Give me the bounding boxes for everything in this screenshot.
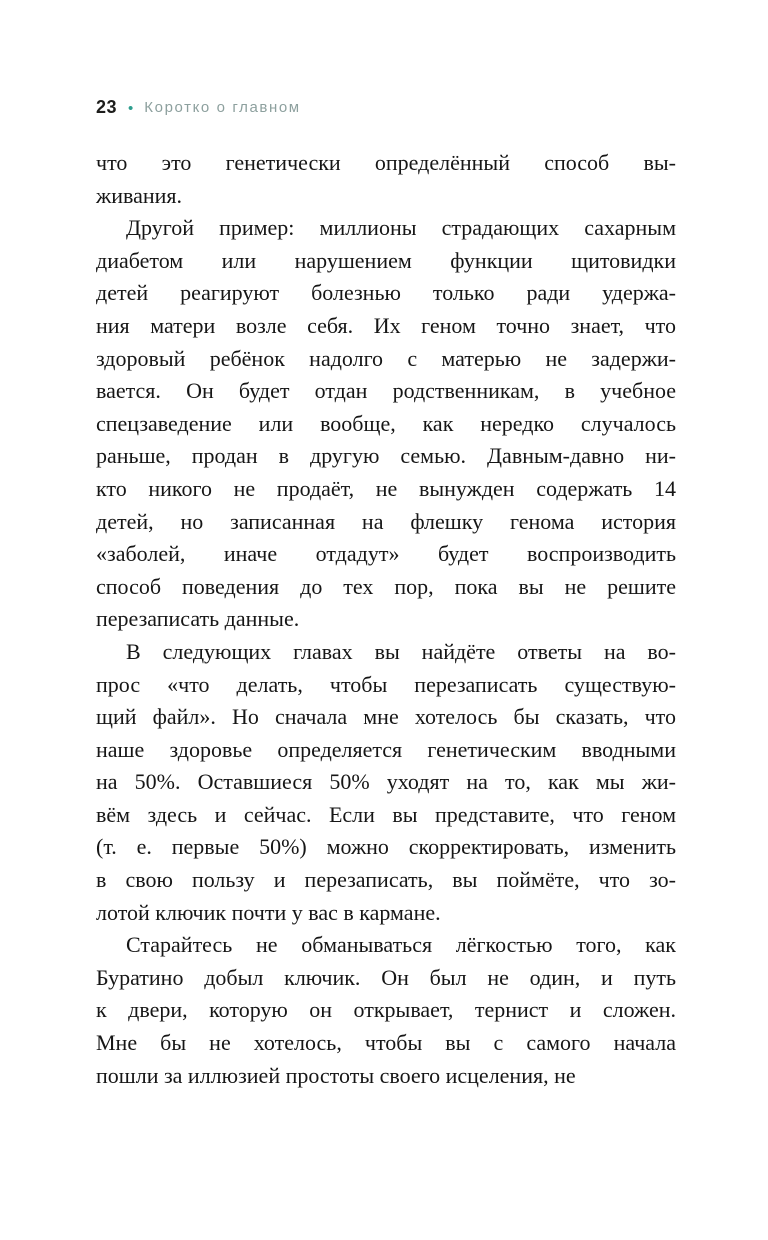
text-line: живания. bbox=[96, 182, 183, 208]
text-line: на 50%. Оставшиеся 50% уходят на то, как мы жи- bbox=[96, 769, 676, 795]
text-line: перезаписать данные. bbox=[96, 606, 300, 632]
text-line: «заболей, иначе отдадут» будет воспроизводить bbox=[96, 541, 676, 567]
text-line: (т. е. первые 50%) можно скорректировать, изменить bbox=[96, 834, 676, 860]
page-header bbox=[96, 97, 676, 118]
running-title: Коротко о главном bbox=[144, 99, 301, 116]
text-line: что это генетически определённый способ вы- bbox=[96, 150, 676, 175]
paragraph bbox=[96, 147, 676, 212]
text-line: кто никого не продаёт, не вынужден содержать 14 bbox=[96, 475, 676, 501]
text-line: диабетом или нарушением функции щитовидки bbox=[96, 247, 676, 273]
body-text bbox=[96, 147, 676, 1092]
bullet-separator-icon: • bbox=[128, 100, 134, 117]
text-line: пошли за иллюзией простоты своего исцеления, не bbox=[96, 1062, 576, 1088]
text-line: Буратино добыл ключик. Он был не один, и путь bbox=[96, 964, 676, 990]
paragraph bbox=[96, 212, 676, 636]
text-line: наше здоровье определяется генетическим вводными bbox=[96, 736, 676, 762]
text-line: Мне бы не хотелось, чтобы вы с самого начала bbox=[96, 1030, 676, 1056]
text-line: здоровый ребёнок надолго с матерью не задержи- bbox=[96, 345, 676, 371]
text-line: Другой пример: миллионы страдающих сахарным bbox=[126, 215, 676, 241]
page-number: 23 bbox=[96, 97, 118, 117]
text-line: лотой ключик почти у вас в кармане. bbox=[96, 899, 441, 925]
text-line: Старайтесь не обманываться лёгкостью того, как bbox=[126, 932, 676, 958]
text-line: раньше, продан в другую семью. Давным-давно ни- bbox=[96, 443, 676, 469]
text-line: детей, но записанная на флешку генома история bbox=[96, 508, 676, 534]
text-line: к двери, которую он открывает, тернист и сложен. bbox=[96, 997, 676, 1023]
paragraph bbox=[96, 929, 676, 1092]
text-line: щий файл». Но сначала мне хотелось бы сказать, что bbox=[96, 704, 676, 730]
text-line: прос «что делать, чтобы перезаписать существую- bbox=[96, 671, 676, 697]
paragraph bbox=[96, 636, 676, 929]
text-line: В следующих главах вы найдёте ответы на во- bbox=[126, 638, 676, 664]
text-line: вём здесь и сейчас. Если вы представите, что геном bbox=[96, 801, 676, 827]
text-line: вается. Он будет отдан родственникам, в учебное bbox=[96, 378, 676, 404]
text-line: ния матери возле себя. Их геном точно знает, что bbox=[96, 312, 676, 338]
text-line: в свою пользу и перезаписать, вы поймёте, что зо- bbox=[96, 867, 676, 893]
text-line: способ поведения до тех пор, пока вы не решите bbox=[96, 573, 676, 599]
text-line: детей реагируют болезнью только ради удержа- bbox=[96, 280, 676, 306]
text-line: спецзаведение или вообще, как нередко случалось bbox=[96, 410, 676, 436]
